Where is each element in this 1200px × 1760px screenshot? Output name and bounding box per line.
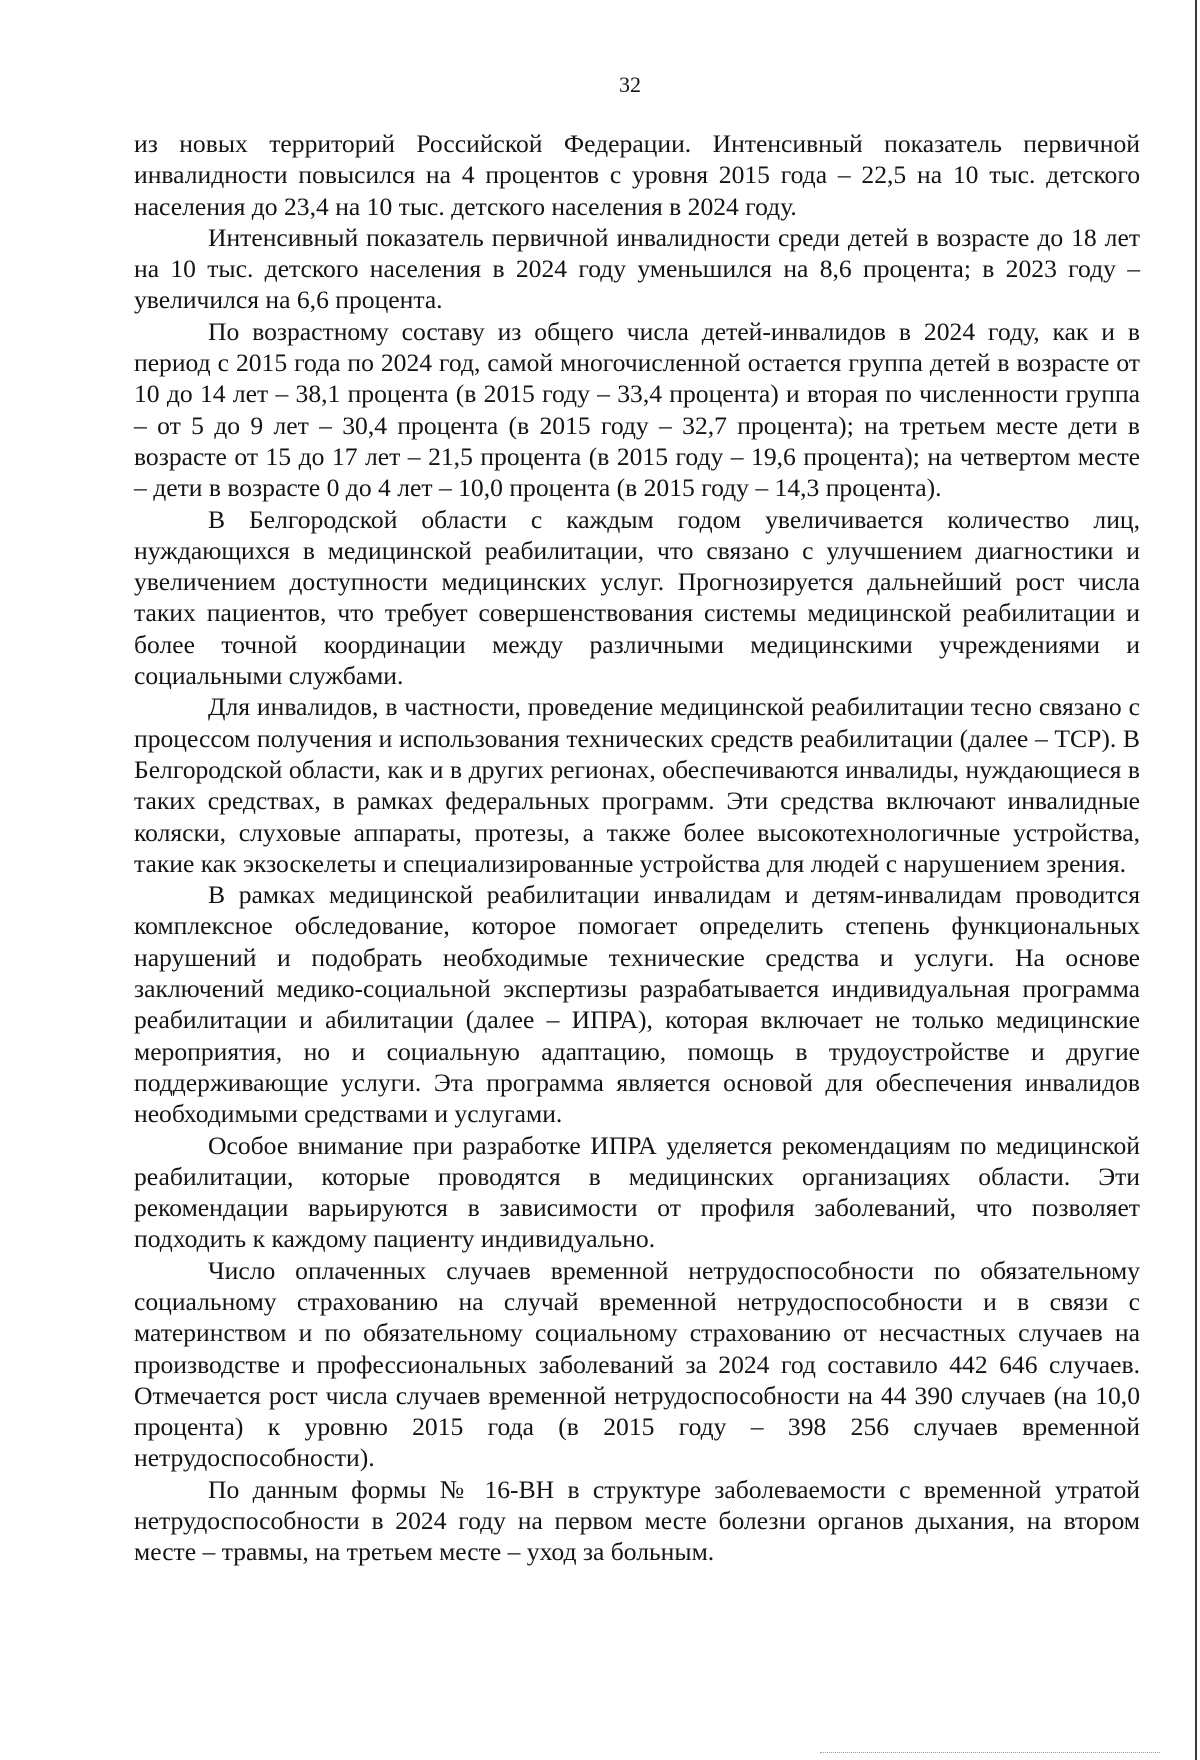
paragraph-age-structure: По возрастному составу из общего числа детей-инвалидов в 2024 году, как и в период с 2015 года по 2024 год, самой многочисленной остается группа детей в возрасте от 10 до 14 лет – 38,1 процента (в 2015 году – 33,4 процента) и вторая по численности группа – от 5 до 9 лет – 30,4 процента (в 2015 году – 32,7 процента); на третьем месте дети в возрасте от 15 до 17 лет – 21,5 процента (в 2015 году – 19,6 процента); на четвертом месте – дети в возрасте 0 до 4 лет – 10,0 процента (в 2015 году – 14,3 процента). <box>134 316 1140 503</box>
page-number: 32 <box>619 72 641 97</box>
scan-edge-line <box>1195 0 1197 1760</box>
paragraph-disability-rate: Интенсивный показатель первичной инвалидности среди детей в возрасте до 18 лет на 10 тыс. детского населения в 2024 году уменьшился на 8,6 процента; в 2023 году – увеличился на 6,6 процента. <box>134 222 1140 315</box>
paragraph-sick-leave-cases: Число оплаченных случаев временной нетрудоспособности по обязательному социальному страхованию на случай временной нетрудоспособности и в связи с материнством и по обязательному социальному страхованию от несчастных случаев на производстве и профессиональных заболеваний за 2024 год составило 442 646 случаев. Отмечается рост числа случаев временной нетрудоспособности на 44 390 случаев (на 10,0 процента) к уровню 2015 года (в 2015 году – 398 256 случаев временной нетрудоспособности). <box>134 1255 1140 1473</box>
document-body <box>134 128 1140 1568</box>
scan-bottom-mark <box>820 1752 1160 1754</box>
paragraph-rehabilitation-need: В Белгородской области с каждым годом увеличивается количество лиц, нуждающихся в медицинской реабилитации, что связано с улучшением диагностики и увеличением доступности медицинских услуг. Прогнозируется дальнейший рост числа таких пациентов, что требует совершенствования системы медицинской реабилитации и более точной координации между различными медицинскими учреждениями и социальными службами. <box>134 504 1140 691</box>
paragraph-morbidity-structure: По данным формы № 16-ВН в структуре заболеваемости с временной утратой нетрудоспособности в 2024 году на первом месте болезни органов дыхания, на втором месте – травмы, на третьем месте – уход за больным. <box>134 1474 1140 1567</box>
paragraph-continuation: из новых территорий Российской Федерации. Интенсивный показатель первичной инвалидности повысился на 4 процентов с уровня 2015 года – 22,5 на 10 тыс. детского населения до 23,4 на 10 тыс. детского населения в 2024 году. <box>134 129 1140 221</box>
paragraph-technical-aids: Для инвалидов, в частности, проведение медицинской реабилитации тесно связано с процессом получения и использования технических средств реабилитации (далее – ТСР). В Белгородской области, как и в других регионах, обеспечиваются инвалиды, нуждающиеся в таких средствах, в рамках федеральных программ. Эти средства включают инвалидные коляски, слуховые аппараты, протезы, а также более высокотехнологичные устройства, такие как экзоскелеты и специализированные устройства для людей с нарушением зрения. <box>134 692 1140 878</box>
paragraph-ipra-recommendations: Особое внимание при разработке ИПРА уделяется рекомендациям по медицинской реабилитации, которые проводятся в медицинских организациях области. Эти рекомендации варьируются в зависимости от профиля заболеваний, что позволяет подходить к каждому пациенту индивидуально. <box>134 1130 1140 1254</box>
paragraph-ipra-program: В рамках медицинской реабилитации инвалидам и детям-инвалидам проводится комплексное обследование, которое помогает определить степень функциональных нарушений и подобрать необходимые технические средства и услуги. На основе заключений медико-социальной экспертизы разрабатывается индивидуальная программа реабилитации и абилитации (далее – ИПРА), которая включает не только медицинские мероприятия, но и социальную адаптацию, помощь в трудоустройстве и другие поддерживающие услуги. Эта программа является основой для обеспечения инвалидов необходимыми средствами и услугами. <box>134 880 1140 1129</box>
